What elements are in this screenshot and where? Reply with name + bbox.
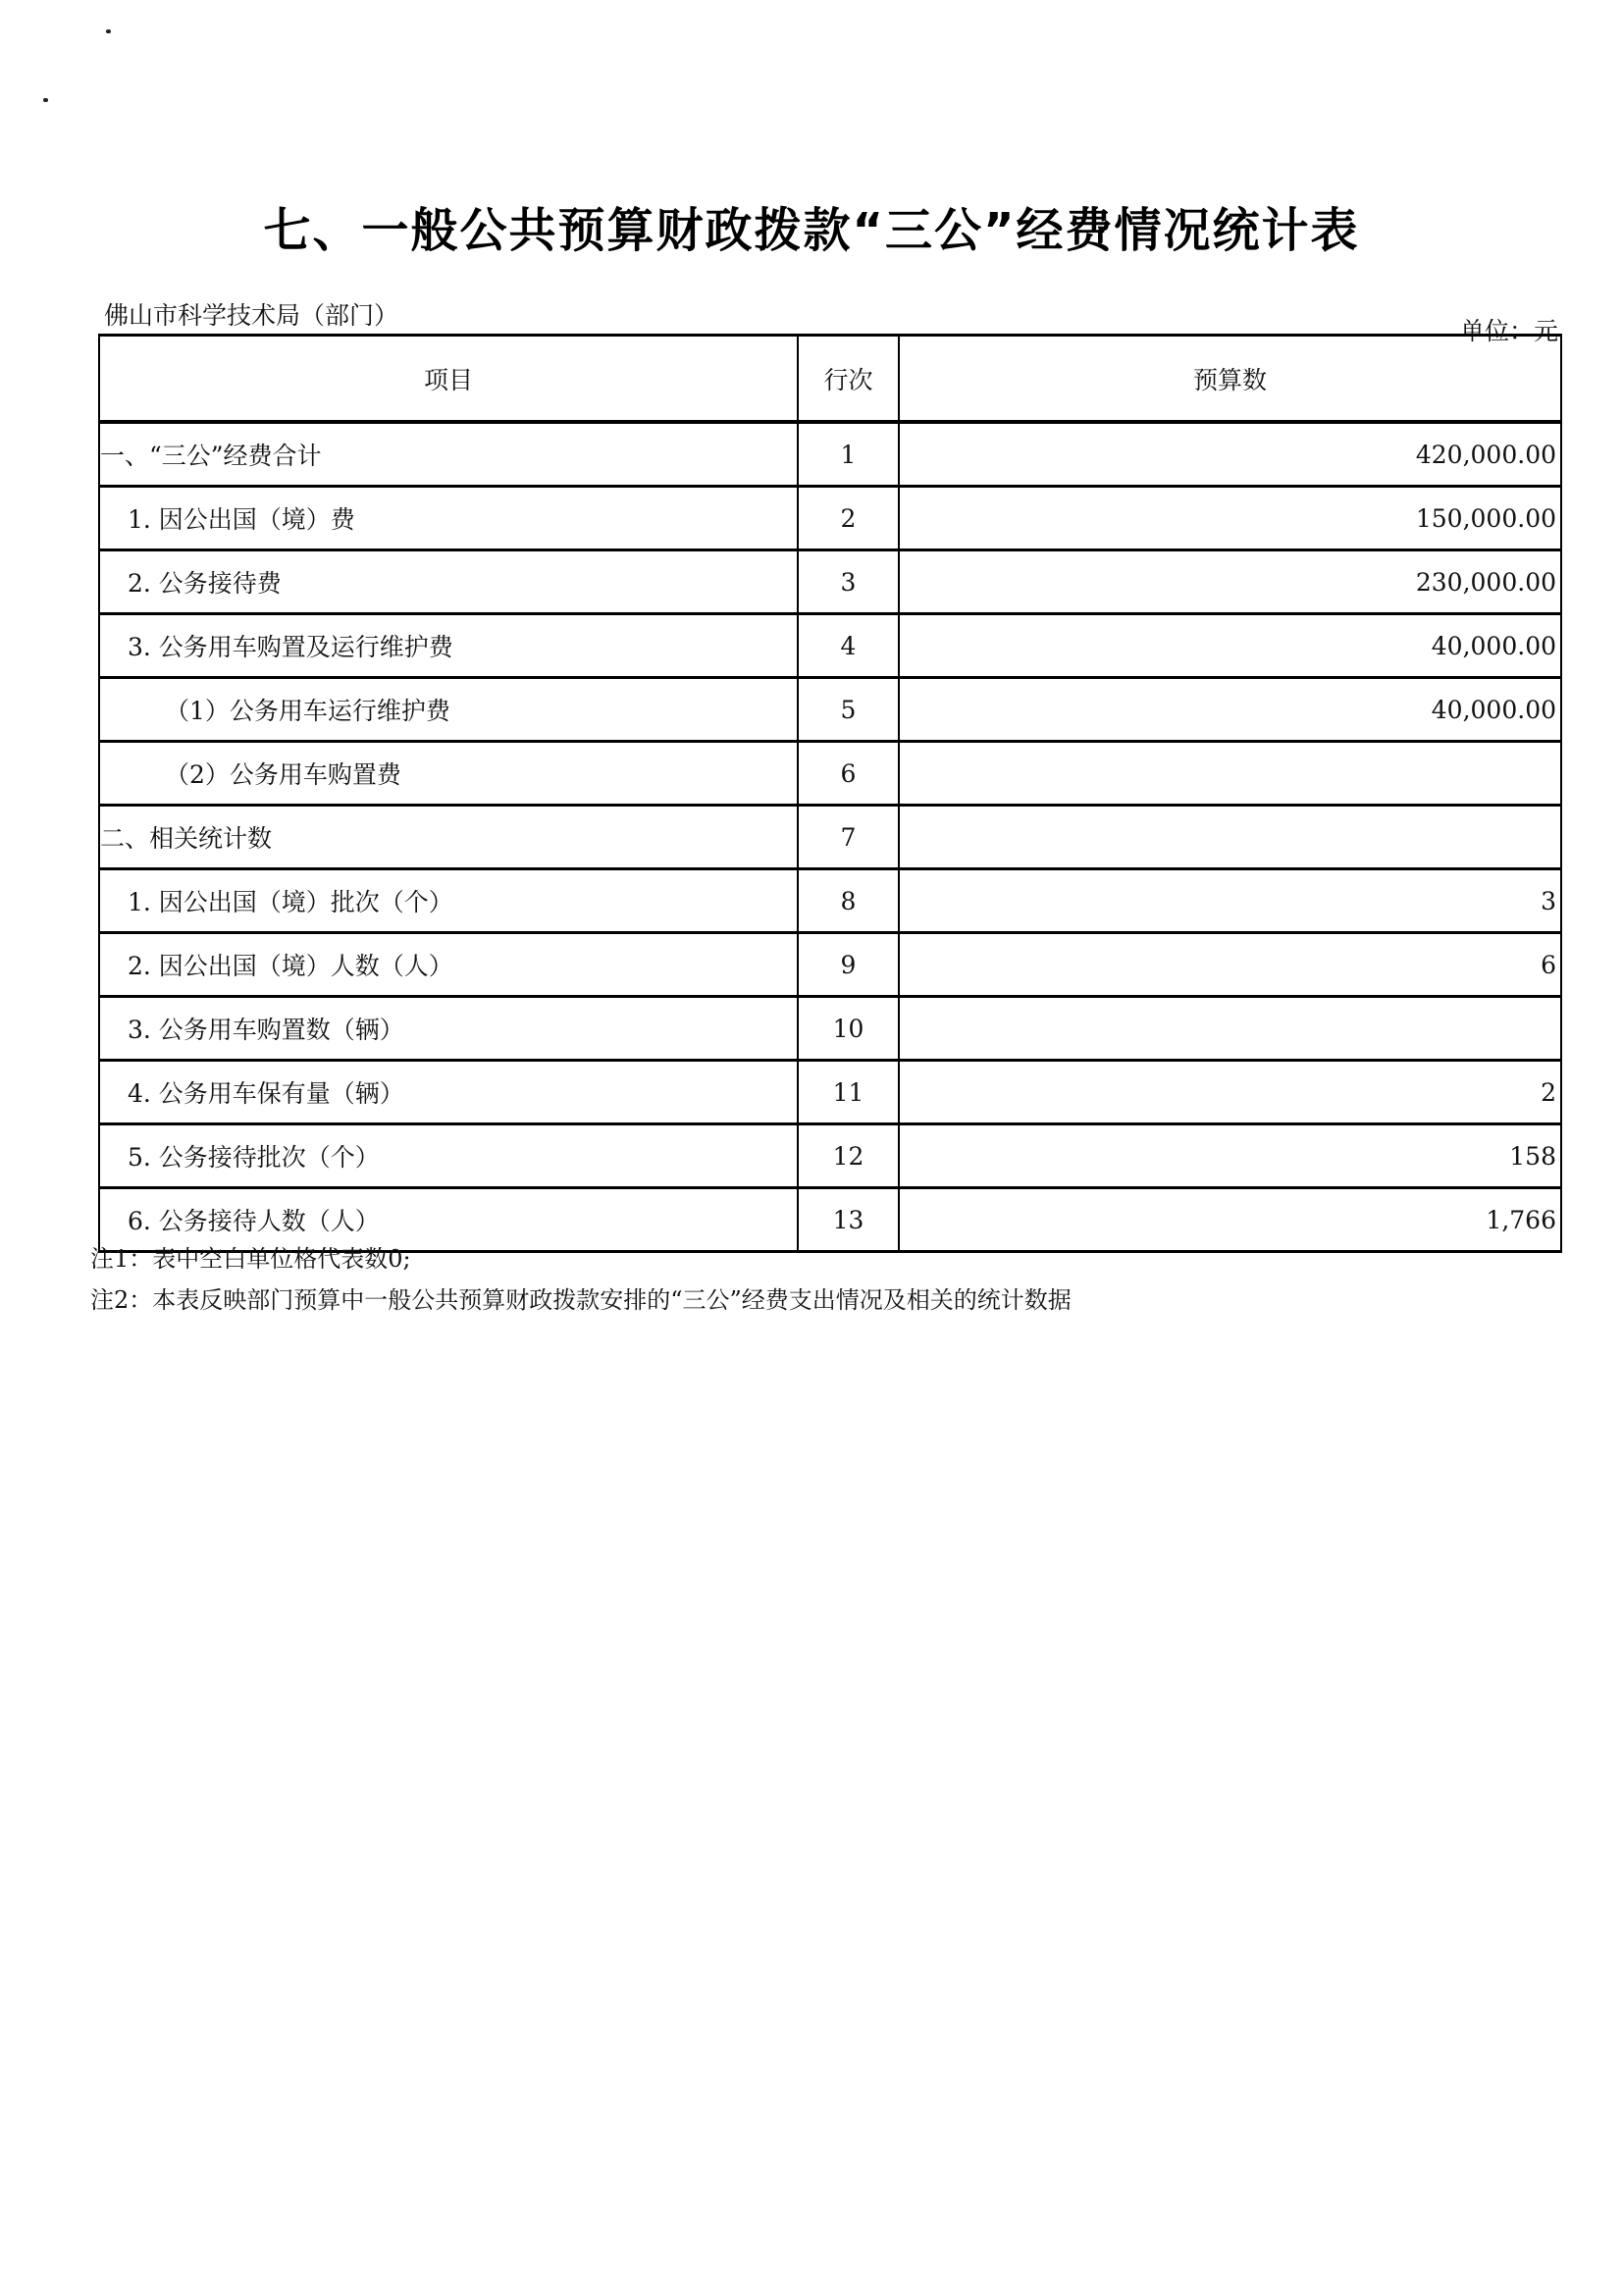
row-seq: 4: [798, 614, 899, 678]
table-row: [99, 422, 1561, 487]
notes: [90, 1238, 1072, 1321]
row-item: （2）公务用车购置费: [99, 742, 798, 806]
row-seq: 10: [798, 997, 899, 1061]
table-row: [99, 742, 1561, 806]
row-budget-value: 3: [899, 869, 1561, 933]
row-seq: 2: [798, 487, 899, 550]
row-budget-value: 1,766: [899, 1188, 1561, 1252]
row-budget-value: 6: [899, 933, 1561, 997]
table-row: [99, 869, 1561, 933]
row-seq: 11: [798, 1061, 899, 1124]
row-item: （1）公务用车运行维护费: [99, 678, 798, 742]
page-title: 七、一般公共预算财政拨款“三公”经费情况统计表: [263, 203, 1360, 258]
three-public-expenses-table: [98, 334, 1562, 1253]
row-seq: 5: [798, 678, 899, 742]
row-budget-value: [899, 742, 1561, 806]
row-budget-value: [899, 997, 1561, 1061]
row-item: 6. 公务接待人数（人）: [99, 1188, 798, 1252]
row-seq: 9: [798, 933, 899, 997]
department-label: 佛山市科学技术局（部门）: [104, 301, 399, 330]
row-budget-value: [899, 806, 1561, 869]
table-row: [99, 678, 1561, 742]
row-budget-value: 40,000.00: [899, 614, 1561, 678]
row-seq: 7: [798, 806, 899, 869]
row-item: 一、“三公”经费合计: [99, 422, 798, 487]
table-row: [99, 933, 1561, 997]
row-budget-value: 150,000.00: [899, 487, 1561, 550]
header-seq: 行次: [798, 336, 899, 423]
row-item: 二、相关统计数: [99, 806, 798, 869]
row-seq: 8: [798, 869, 899, 933]
row-item: 1. 因公出国（境）批次（个）: [99, 869, 798, 933]
row-item: 4. 公务用车保有量（辆）: [99, 1061, 798, 1124]
table-row: [99, 487, 1561, 550]
note-1: 注1：表中空白单位格代表数0;: [90, 1245, 411, 1273]
row-item: 5. 公务接待批次（个）: [99, 1124, 798, 1188]
unit-label: 单位：元: [1459, 317, 1558, 345]
row-item: 3. 公务用车购置及运行维护费: [99, 614, 798, 678]
row-item: 2. 因公出国（境）人数（人）: [99, 933, 798, 997]
note-2: 注2：本表反映部门预算中一般公共预算财政拨款安排的“三公”经费支出情况及相关的统计数据: [90, 1286, 1072, 1314]
table-row: [99, 550, 1561, 614]
table-row: [99, 1124, 1561, 1188]
row-budget-value: 158: [899, 1124, 1561, 1188]
header-budget: 预算数: [899, 336, 1561, 423]
table-row: [99, 614, 1561, 678]
row-seq: 1: [798, 422, 899, 487]
row-item: 2. 公务接待费: [99, 550, 798, 614]
row-seq: 6: [798, 742, 899, 806]
row-seq: 3: [798, 550, 899, 614]
scan-speck: [106, 29, 111, 33]
header-item: 项目: [99, 336, 798, 423]
table-row: [99, 806, 1561, 869]
row-budget-value: 420,000.00: [899, 422, 1561, 487]
row-item: 3. 公务用车购置数（辆）: [99, 997, 798, 1061]
table-header-row: [99, 336, 1561, 423]
row-budget-value: 2: [899, 1061, 1561, 1124]
row-budget-value: 40,000.00: [899, 678, 1561, 742]
row-budget-value: 230,000.00: [899, 550, 1561, 614]
table-row: [99, 1061, 1561, 1124]
row-item: 1. 因公出国（境）费: [99, 487, 798, 550]
table-row: [99, 997, 1561, 1061]
row-seq: 13: [798, 1188, 899, 1252]
scan-speck: [43, 98, 48, 102]
row-seq: 12: [798, 1124, 899, 1188]
